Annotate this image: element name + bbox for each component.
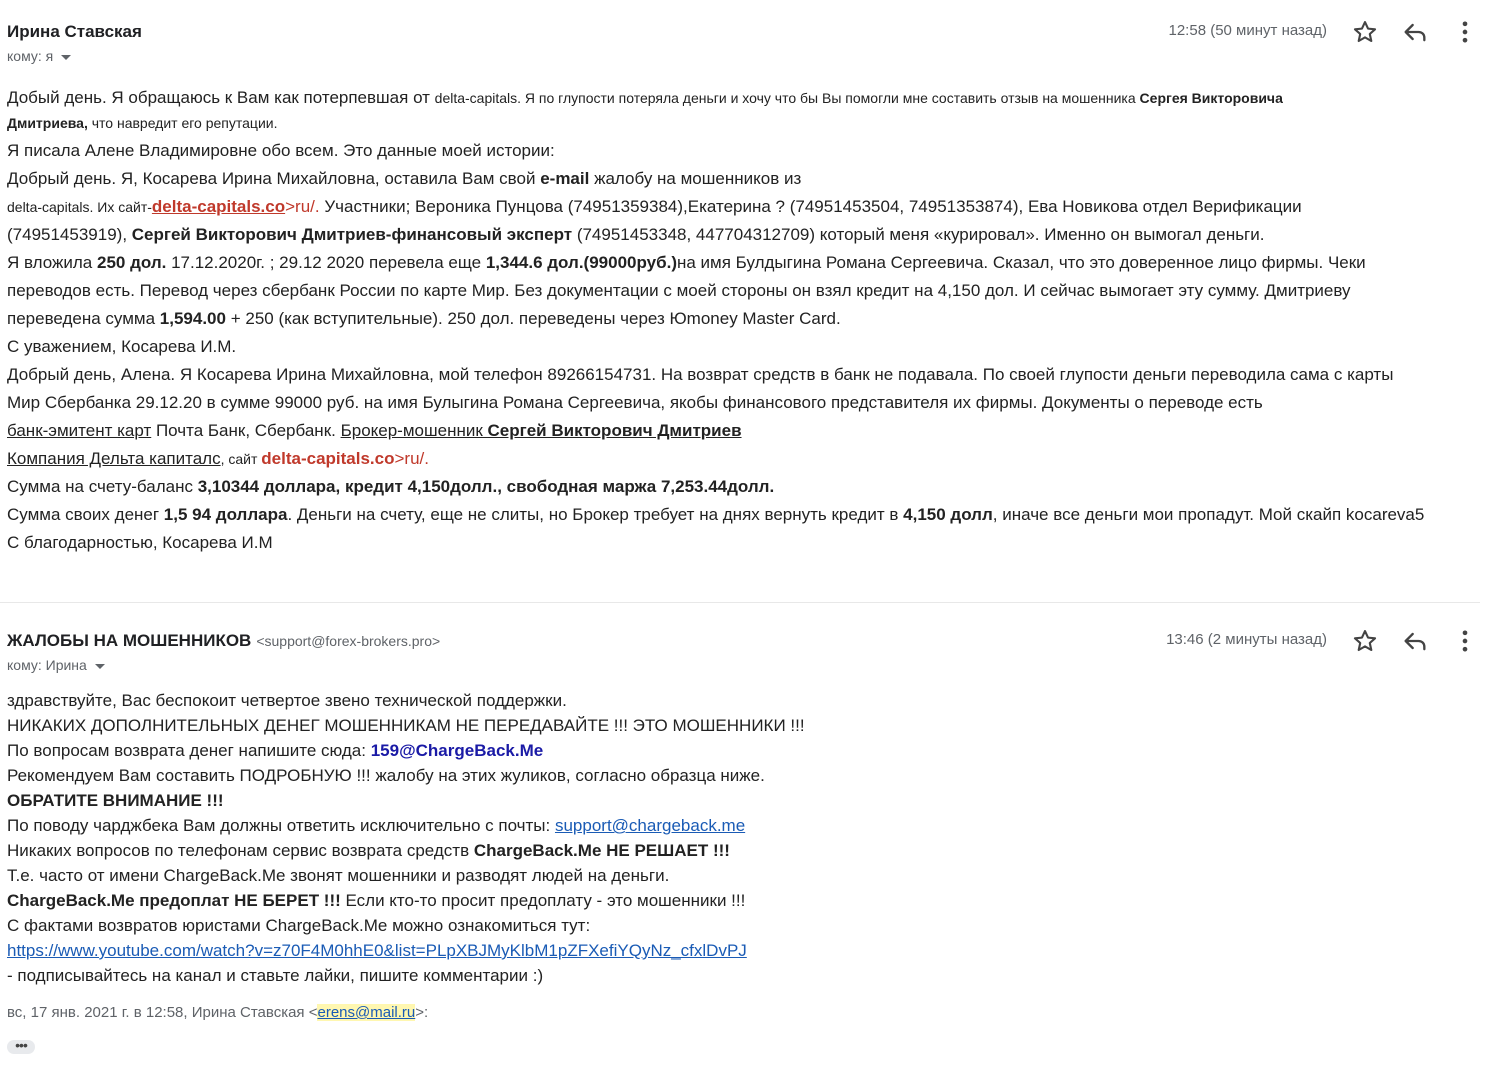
- text: По вопросам возврата денег напишите сюда:: [7, 741, 371, 760]
- text: 4,150 долл: [903, 505, 993, 524]
- text: Если кто-то просит предоплату - это мошенники !!!: [340, 891, 746, 910]
- text: банк-эмитент карт: [7, 421, 152, 440]
- text: 1,5 94 доллара: [163, 505, 288, 524]
- body-line: [7, 165, 1474, 193]
- recipient-label: кому: я: [7, 48, 54, 64]
- text: Добрый день. Я, Косарева Ирина Михайловна, оставила Вам свой: [7, 169, 541, 188]
- recipient-label: кому: Ирина: [7, 657, 87, 673]
- reply-icon[interactable]: [1401, 18, 1429, 46]
- body-line: [7, 305, 1474, 333]
- message-divider: [0, 602, 1480, 603]
- text: (74951453348, 447704312709) который меня «курировал». Именно он вымогал деньги.: [572, 225, 1265, 244]
- body-line: Мир Сбербанка 29.12.20 в сумме 99000 руб. на имя Булыгина Романа Сергеевича, якобы финансового представителя их фирмы. Документы о переводе есть: [7, 393, 1263, 412]
- body-line: здравствуйте, Вас беспокоит четвертое звено технической поддержки.: [7, 691, 567, 710]
- text: Я вложила: [7, 253, 97, 272]
- text: По поводу чарджбека Вам должны ответить исключительно с почты:: [7, 816, 555, 835]
- body-line: Добрый день, Алена. Я Косарева Ирина Михайловна, мой телефон 89266154731. На возврат средств в банк не подавала. По своей глупости деньги переводила сама с карты: [7, 365, 1394, 384]
- text: Сергей Викторович Дмитриев: [487, 421, 742, 440]
- body-line: [7, 473, 1474, 501]
- text: 17.12.2020г. ; 29.12 2020 перевела еще: [166, 253, 486, 272]
- show-trimmed-content-button[interactable]: •••: [7, 1040, 35, 1054]
- text: >ru/.: [394, 449, 429, 468]
- text: Брокер-мошенник: [340, 421, 488, 440]
- text: >:: [415, 1004, 429, 1021]
- body-line: [7, 888, 1474, 913]
- chevron-down-icon[interactable]: [95, 664, 105, 669]
- delta-capitals-link[interactable]: delta-capitals.co: [261, 449, 395, 468]
- more-vert-icon[interactable]: [1451, 18, 1479, 46]
- text: Сумма на счету-баланс: [7, 477, 198, 496]
- recipient-line: [7, 48, 71, 64]
- text: Дмитриева,: [7, 115, 88, 131]
- text: e-mail: [540, 169, 590, 188]
- chevron-down-icon[interactable]: [61, 55, 71, 60]
- text: на имя Булдыгина Романа Сергеевича. Сказал, что это доверенное лицо фирмы. Чеки: [676, 253, 1366, 272]
- star-icon[interactable]: [1351, 627, 1379, 655]
- body-line: [7, 738, 1474, 763]
- body-line: переводов есть. Перевод через сбербанк России по карте Мир. Без документации с моей стороны он взял кредит на 4,150 дол. И сейчас вымогает эту сумму. Дмитриеву: [7, 281, 1351, 300]
- text: Участники; Вероника Пунцова (74951359384),Екатерина ? (74951453504, 74951353874), Ева Новикова отдел Верификации: [319, 197, 1302, 216]
- quoted-email-link[interactable]: erens@mail.ru: [317, 1004, 416, 1021]
- recipient-line: [7, 657, 105, 673]
- body-line: [7, 445, 1474, 473]
- text: (74951453919),: [7, 225, 132, 244]
- body-line: ОБРАТИТЕ ВНИМАНИЕ !!!: [7, 791, 224, 810]
- text: 3,10344 доллара, кредит 4,150долл., свободная маржа 7,253.44долл.: [197, 477, 775, 496]
- sender-email: <support@forex-brokers.pro>: [256, 633, 441, 649]
- text: + 250 (как вступительные). 250 дол. переведены через Юmoney Master Card.: [225, 309, 841, 328]
- body-line: [7, 501, 1474, 529]
- text: >ru/.: [285, 197, 320, 216]
- sender-name[interactable]: Ирина Ставская: [7, 22, 142, 41]
- body-line: С благодарностью, Косарева И.М: [7, 533, 273, 552]
- body-line: - подписывайтесь на канал и ставьте лайки, пишите комментарии :): [7, 966, 544, 985]
- body-line: Т.е. часто от имени ChargeBack.Me звонят мошенники и разводят людей на деньги.: [7, 866, 670, 885]
- text: вс, 17 янв. 2021 г. в 12:58, Ирина Ставская <: [7, 1004, 318, 1021]
- text: . Деньги на счету, еще не слиты, но Брокер требует на днях вернуть кредит в: [287, 505, 904, 524]
- message-body: [7, 688, 1474, 988]
- body-line: Рекомендуем Вам составить ПОДРОБНУЮ !!! жалобу на этих жуликов, согласно образца ниже.: [7, 766, 765, 785]
- text: delta-capitals. Их сайт-: [7, 199, 152, 215]
- youtube-link[interactable]: https://www.youtube.com/watch?v=z70F4M0hhE0&list=PLpXBJMyKlbM1pZFXefiYQyNz_cfxlDvPJ: [7, 941, 747, 960]
- text: Сумма своих денег: [7, 505, 164, 524]
- body-line: НИКАКИХ ДОПОЛНИТЕЛЬНЫХ ДЕНЕГ МОШЕННИКАМ НЕ ПЕРЕДАВАЙТЕ !!! ЭТО МОШЕННИКИ !!!: [7, 716, 805, 735]
- body-line: [7, 417, 1474, 445]
- body-line: [7, 193, 1474, 221]
- sender-name[interactable]: ЖАЛОБЫ НА МОШЕННИКОВ: [7, 631, 252, 650]
- quote-header: [7, 1004, 428, 1021]
- text: что навредит его репутации.: [87, 115, 278, 131]
- body-line: [7, 112, 1474, 137]
- text: , сайт: [220, 451, 262, 467]
- sender-line: [7, 631, 440, 651]
- text: Почта Банк, Сбербанк.: [151, 421, 341, 440]
- message-time: 12:58 (50 минут назад): [1168, 22, 1327, 39]
- delta-capitals-link[interactable]: delta-capitals.co: [151, 197, 286, 216]
- text: ChargeBack.Me НЕ РЕШАЕТ !!!: [473, 841, 730, 860]
- text: 250 дол.: [96, 253, 167, 272]
- text: 1,594.00: [159, 309, 226, 328]
- support-email-link[interactable]: support@chargeback.me: [554, 816, 746, 835]
- body-line: [7, 249, 1474, 277]
- message-body: [7, 84, 1474, 557]
- text: delta-capitals. Я по глупости потеряла деньги и хочу что бы Вы помогли мне составить отзыв на мошенника: [434, 90, 1140, 106]
- message-time: 13:46 (2 минуты назад): [1166, 631, 1327, 648]
- body-line: С фактами возвратов юристами ChargeBack.Me можно ознакомиться тут:: [7, 916, 591, 935]
- text: Сергей Викторович Дмитриев-финансовый эксперт: [131, 225, 573, 244]
- body-line: [7, 938, 1474, 963]
- text: , иначе все деньги мои пропадут. Мой скайп kocareva5: [992, 505, 1425, 524]
- reply-icon[interactable]: [1401, 627, 1429, 655]
- body-line: Я писала Алене Владимировне обо всем. Это данные моей истории:: [7, 141, 555, 160]
- chargeback-email-link[interactable]: 159@ChargeBack.Me: [370, 741, 544, 760]
- text: ChargeBack.Me предоплат НЕ БЕРЕТ !!!: [7, 891, 341, 910]
- text: Компания Дельта капиталс: [7, 449, 221, 468]
- body-line: С уважением, Косарева И.М.: [7, 337, 237, 356]
- text: жалобу на мошенников из: [589, 169, 802, 188]
- text: переведена сумма: [7, 309, 160, 328]
- text: Никаких вопросов по телефонам сервис возврата средств: [7, 841, 474, 860]
- more-vert-icon[interactable]: [1451, 627, 1479, 655]
- body-line: [7, 813, 1474, 838]
- text: Сергея Викторовича: [1139, 90, 1283, 106]
- text: 1,344.6 дол.(99000руб.): [485, 253, 677, 272]
- body-line: [7, 84, 1474, 112]
- text: Добый день. Я обращаюсь к Вам как потерпевшая от: [7, 88, 435, 107]
- body-line: [7, 221, 1474, 249]
- body-line: [7, 838, 1474, 863]
- star-icon[interactable]: [1351, 18, 1379, 46]
